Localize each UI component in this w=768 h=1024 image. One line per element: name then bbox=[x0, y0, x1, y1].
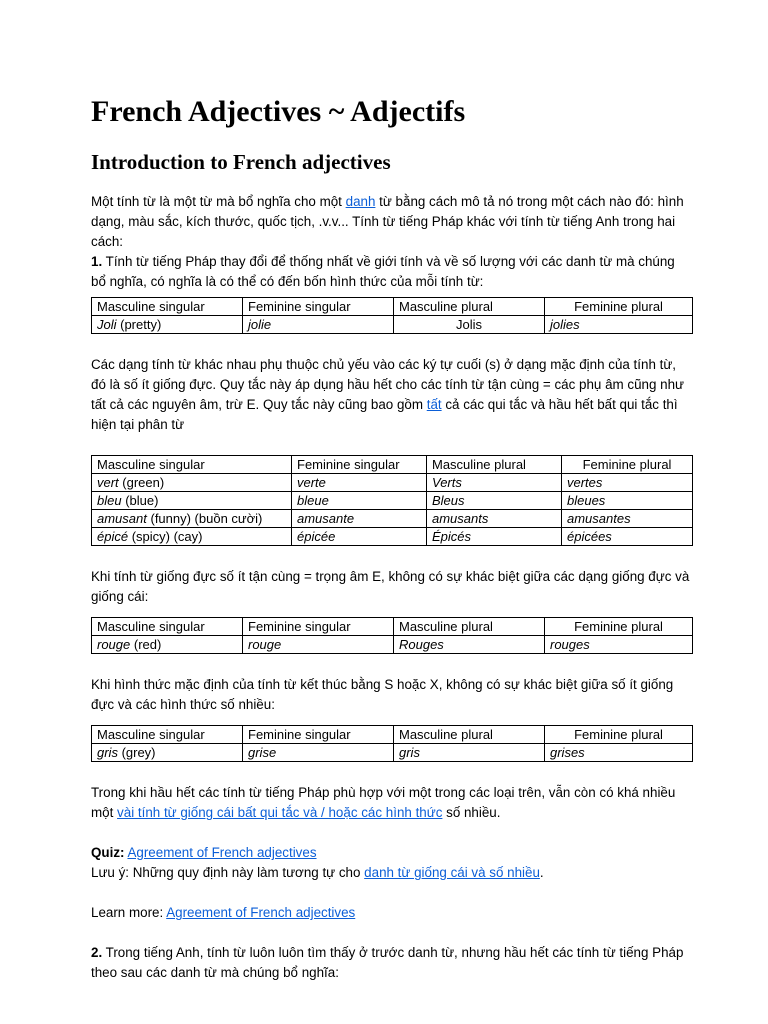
note-end: . bbox=[539, 865, 544, 880]
table-row bbox=[92, 474, 693, 492]
cell-fem-plur: épicées bbox=[562, 528, 693, 546]
header-fem-sing: Feminine singular bbox=[243, 726, 394, 744]
header-fem-plur: Feminine plural bbox=[545, 298, 693, 316]
point-2-paragraph bbox=[91, 943, 692, 983]
cell-fem-sing: jolie bbox=[243, 316, 394, 334]
table-row bbox=[92, 636, 693, 654]
page-title: French Adjectives ~ Adjectifs bbox=[91, 95, 466, 128]
cell-masc-sing: amusant (funny) (buồn cười) bbox=[92, 510, 292, 528]
irregular-text: Trong khi hầu hết các tính từ tiếng Pháp phù hợp với một trong các loại trên, vẫn còn có khá nhiều một bbox=[91, 785, 676, 820]
cell-fem-plur: jolies bbox=[545, 316, 693, 334]
header-masc-sing: Masculine singular bbox=[92, 456, 292, 474]
cell-masc-sing: rouge (red) bbox=[92, 636, 243, 654]
quiz-line bbox=[91, 843, 692, 863]
cell-fem-plur: vertes bbox=[562, 474, 693, 492]
header-fem-plur: Feminine plural bbox=[545, 726, 693, 744]
note-line bbox=[91, 863, 692, 883]
learn-more-link[interactable]: Agreement of French adjectives bbox=[166, 905, 356, 920]
header-masc-sing: Masculine singular bbox=[92, 726, 243, 744]
table-joli bbox=[91, 297, 693, 334]
cell-fem-sing: bleue bbox=[292, 492, 427, 510]
paragraph-irregular bbox=[91, 783, 692, 823]
table-rouge bbox=[91, 617, 693, 654]
intro-text: Một tính từ là một từ mà bổ nghĩa cho một bbox=[91, 194, 346, 209]
point-1-paragraph bbox=[91, 252, 692, 292]
point-2-text: Trong tiếng Anh, tính từ luôn luôn tìm thấy ở trước danh từ, nhưng hầu hết các tính từ tiếng Pháp theo sau các danh từ mà chúng bổ nghĩa: bbox=[91, 945, 684, 980]
cell-fem-plur: grises bbox=[545, 744, 693, 762]
intro-text-cont: từ bằng cách mô tả nó trong một cách nào đó: hình dạng, màu sắc, kích thước, quốc tịch, .v.v... Tính từ tiếng Pháp khác với tính từ tiếng Anh trong hai cách: bbox=[91, 194, 684, 249]
intro-paragraph bbox=[91, 192, 692, 252]
cell-masc-plur: Jolis bbox=[394, 316, 545, 334]
cell-fem-sing: grise bbox=[243, 744, 394, 762]
table-consonant-endings bbox=[91, 455, 693, 546]
header-fem-plur: Feminine plural bbox=[562, 456, 693, 474]
cell-masc-sing: épicé (spicy) (cay) bbox=[92, 528, 292, 546]
header-masc-sing: Masculine singular bbox=[92, 298, 243, 316]
danh-link[interactable]: danh bbox=[345, 194, 376, 209]
header-masc-plur: Masculine plural bbox=[394, 298, 545, 316]
cell-fem-sing: amusante bbox=[292, 510, 427, 528]
table-header-row bbox=[92, 726, 693, 744]
learn-more-line bbox=[91, 903, 692, 923]
point-1-number: 1. bbox=[91, 254, 103, 269]
header-masc-plur: Masculine plural bbox=[427, 456, 562, 474]
cell-masc-sing: gris (grey) bbox=[92, 744, 243, 762]
cell-masc-plur: Bleus bbox=[427, 492, 562, 510]
point-1-text: Tính từ tiếng Pháp thay đổi để thống nhất về giới tính và về số lượng với các danh từ mà chúng bổ nghĩa, có nghĩa là có thể có đến bốn hình thức của mỗi tính từ: bbox=[91, 254, 675, 289]
irregular-text-cont: số nhiều. bbox=[442, 805, 501, 820]
cell-masc-sing: vert (green) bbox=[92, 474, 292, 492]
cell-masc-plur: Rouges bbox=[394, 636, 545, 654]
header-fem-sing: Feminine singular bbox=[243, 298, 394, 316]
header-masc-plur: Masculine plural bbox=[394, 618, 545, 636]
cell-fem-plur: amusantes bbox=[562, 510, 693, 528]
cell-masc-sing: Joli (pretty) bbox=[92, 316, 243, 334]
irregular-forms-link[interactable]: vài tính từ giống cái bất qui tắc và / hoặc các hình thức bbox=[117, 805, 443, 820]
table-row bbox=[92, 316, 693, 334]
table-row bbox=[92, 492, 693, 510]
header-fem-plur: Feminine plural bbox=[545, 618, 693, 636]
table-gris bbox=[91, 725, 693, 762]
learn-more-label: Learn more: bbox=[91, 905, 167, 920]
cell-fem-sing: rouge bbox=[243, 636, 394, 654]
table-header-row bbox=[92, 298, 693, 316]
section-heading: Introduction to French adjectives bbox=[91, 150, 391, 174]
cell-masc-plur: Verts bbox=[427, 474, 562, 492]
table-row bbox=[92, 744, 693, 762]
note-text: Lưu ý: Những quy định này làm tương tự cho bbox=[91, 865, 365, 880]
table-header-row bbox=[92, 456, 693, 474]
paragraph-s-x-ending: Khi hình thức mặc định của tính từ kết thúc bằng S hoặc X, không có sự khác biệt giữa số ít giống đực và các hình thức số nhiều: bbox=[91, 677, 674, 712]
header-masc-plur: Masculine plural bbox=[394, 726, 545, 744]
cell-fem-sing: épicée bbox=[292, 528, 427, 546]
cell-masc-plur: amusants bbox=[427, 510, 562, 528]
rule-text: Các dạng tính từ khác nhau phụ thuộc chủ yếu vào các ký tự cuối (s) ở dạng mặc định của tính từ, đó là số ít giống đực. Quy tắc này áp dụng hầu hết cho các tính từ tận cùng = các phụ âm cũng như tất cả các nguyên âm, trừ E. Quy tắc này cũng bao gồm bbox=[91, 357, 685, 412]
rule-text-cont: cả các qui tắc và hầu hết bất qui tắc thì hiện tại phân từ bbox=[91, 397, 678, 432]
header-masc-sing: Masculine singular bbox=[92, 618, 243, 636]
quiz-link[interactable]: Agreement of French adjectives bbox=[127, 845, 317, 860]
cell-fem-plur: rouges bbox=[545, 636, 693, 654]
table-header-row bbox=[92, 618, 693, 636]
paragraph-rule bbox=[91, 355, 692, 435]
table-row bbox=[92, 528, 693, 546]
cell-masc-sing: bleu (blue) bbox=[92, 492, 292, 510]
cell-fem-plur: bleues bbox=[562, 492, 693, 510]
paragraph-e-ending: Khi tính từ giống đực số ít tận cùng = trọng âm E, không có sự khác biệt giữa các dạng giống đực và giống cái: bbox=[91, 569, 690, 604]
cell-masc-plur: Épicés bbox=[427, 528, 562, 546]
point-2-number: 2. bbox=[91, 945, 103, 960]
quiz-label: Quiz: bbox=[91, 845, 125, 860]
cell-masc-plur: gris bbox=[394, 744, 545, 762]
header-fem-sing: Feminine singular bbox=[292, 456, 427, 474]
cell-fem-sing: verte bbox=[292, 474, 427, 492]
tat-link[interactable]: tất bbox=[426, 397, 442, 412]
header-fem-sing: Feminine singular bbox=[243, 618, 394, 636]
feminine-plural-nouns-link[interactable]: danh từ giống cái và số nhiều bbox=[364, 865, 540, 880]
table-row bbox=[92, 510, 693, 528]
